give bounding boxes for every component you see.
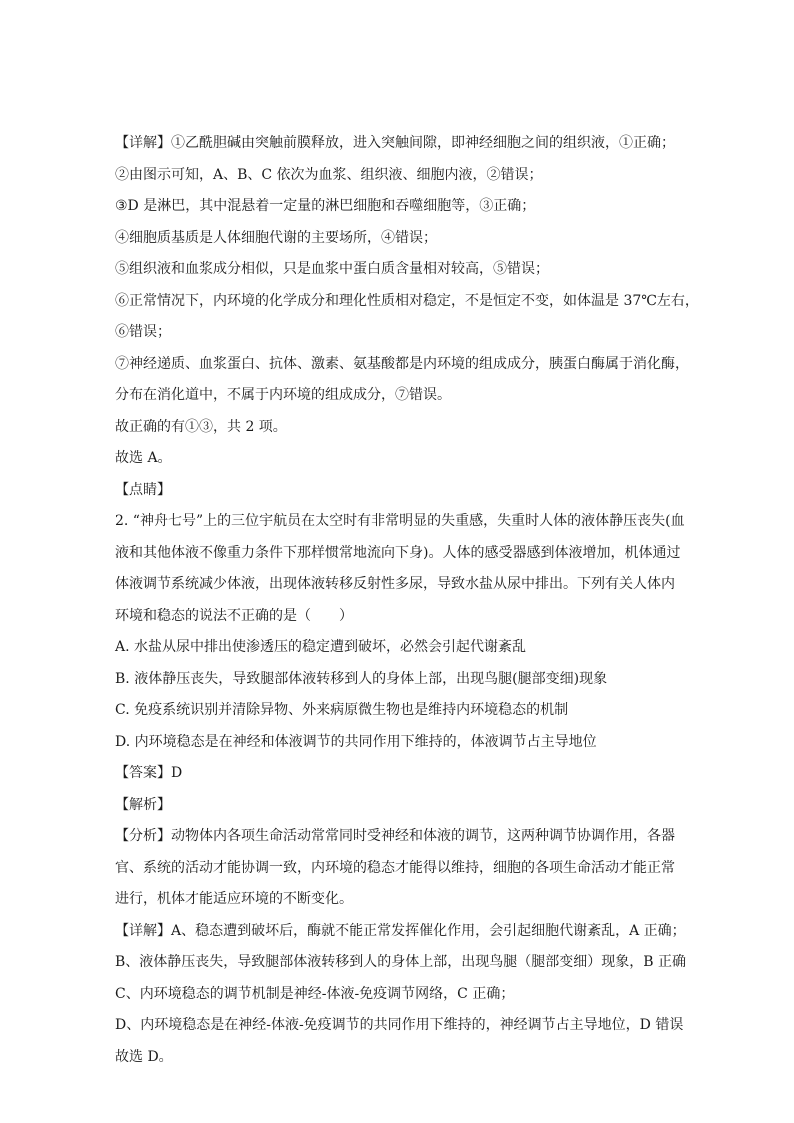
detail-line: 故选 A。: [115, 450, 172, 466]
question-stem-line: 体液调节系统减少体液，出现体液转移反射性多尿，导致水盐从尿中排出。下列有关人体内: [115, 576, 675, 592]
option-c: C. 免疫系统识别并清除异物、外来病原微生物也是维持内环境稳态的机制: [115, 702, 569, 718]
option-b: B. 液体静压丧失，导致腿部体液转移到人的身体上部，出现鸟腿(腿部变细)现象: [115, 670, 608, 687]
detail-line: ⑦神经递质、血浆蛋白、抗体、激素、氨基酸都是内环境的组成成分，胰蛋白酶属于消化酶，: [115, 355, 689, 372]
answer-line: 【答案】D: [115, 765, 183, 781]
option-d: D. 内环境稳态是在神经和体液调节的共同作用下维持的，体液调节占主导地位: [115, 733, 597, 750]
analysis-line: 【分析】动物体内各项生命活动常常同时受神经和体液的调节，这两种调节协调作用，各器: [115, 828, 675, 844]
detail-line: ⑥正常情况下，内环境的化学成分和理化性质相对稳定，不是恒定不变，如体温是 37℃左右，: [115, 292, 699, 309]
detail-line: 分布在消化道中，不属于内环境的组成成分，⑦错误。: [115, 387, 451, 403]
detail-line: ⑥错误；: [115, 324, 171, 340]
dianjing-heading: 【点睛】: [115, 481, 171, 498]
question-stem-line: 环境和稳态的说法不正确的是（ ）: [115, 607, 353, 624]
question-stem-line: 液和其他体液不像重力条件下那样惯常地流向下身)。人体的感受器感到体液增加，机体通过: [115, 544, 681, 561]
analysis-heading: 【解析】: [115, 796, 171, 813]
detail-line: ③D 是淋巴，其中混悬着一定量的淋巴细胞和吞噬细胞等，③正确；: [115, 198, 536, 214]
detail2-line: 故选 D。: [115, 1048, 173, 1065]
analysis-line: 官、系统的活动才能协调一致，内环境的稳态才能得以维持，细胞的各项生命活动才能正常: [115, 859, 675, 876]
question-stem-line: 2. “神舟七号”上的三位宇航员在太空时有非常明显的失重感，失重时人体的液体静压丧失(血: [115, 513, 685, 529]
detail-line: 故正确的有①③，共 2 项。: [115, 418, 287, 435]
document-page: [115, 128, 699, 1073]
detail2-line: C、内环境稳态的调节机制是神经-体液-免疫调节网络，C 正确；: [115, 985, 515, 1002]
detail-line: ⑤组织液和血浆成分相似，只是血浆中蛋白质含量相对较高，⑤错误；: [115, 261, 549, 277]
detail-line: ②由图示可知，A、B、C 依次为血浆、组织液、细胞内液，②错误；: [115, 166, 543, 183]
detail2-line: 【详解】A、稳态遭到破坏后，酶就不能正常发挥催化作用，会引起细胞代谢紊乱，A 正确；: [115, 922, 686, 939]
detail-line: ④细胞质基质是人体细胞代谢的主要场所，④错误；: [115, 229, 437, 246]
detail-line: 【详解】①乙酰胆碱由突触前膜释放，进入突触间隙，即神经细胞之间的组织液，①正确；: [115, 135, 675, 151]
detail2-line: D、内环境稳态是在神经-体液-免疫调节的共同作用下维持的，神经调节占主导地位，D 错误: [115, 1017, 684, 1033]
detail2-line: B、液体静压丧失，导致腿部体液转移到人的身体上部，出现鸟腿（腿部变细）现象，B 正确: [115, 954, 687, 970]
analysis-line: 进行，机体才能适应环境的不断变化。: [115, 891, 353, 907]
option-a: A. 水盐从尿中排出使渗透压的稳定遭到破坏，必然会引起代谢紊乱: [115, 639, 527, 655]
